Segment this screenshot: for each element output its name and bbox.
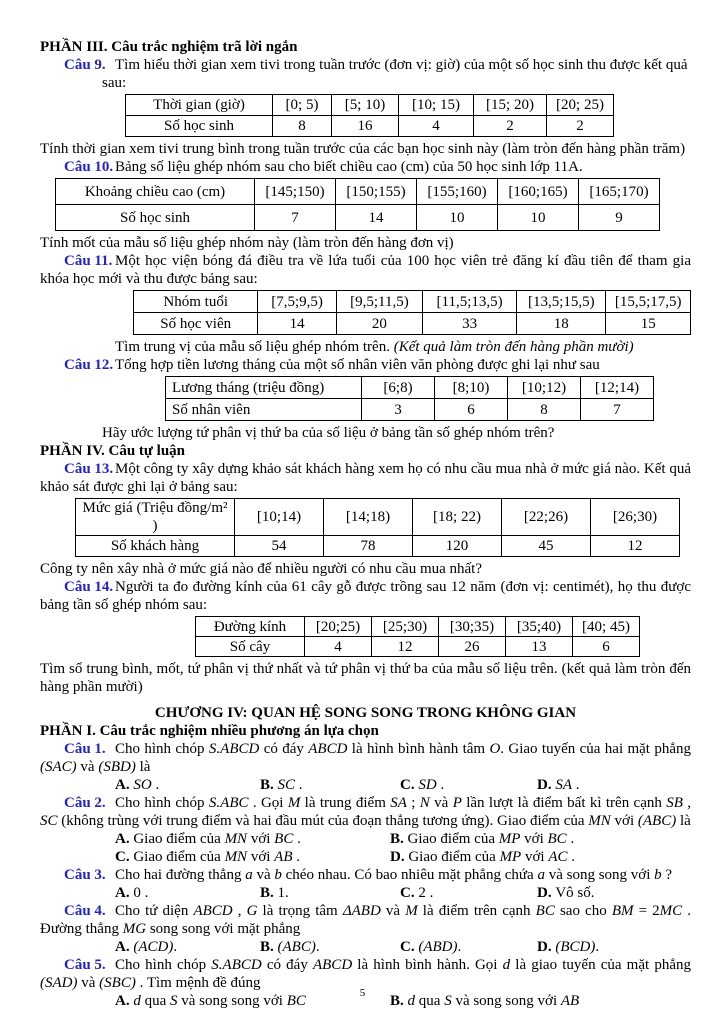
section-heading: PHẦN I. Câu trắc nghiệm nhiều phương án lựa chọn (40, 723, 379, 739)
text-run: Một học viện bóng đá điều tra về lứa tuổi của 100 học viên trẻ đăng kí đầu tiên để tham gia khóa học mới và thu được bảng sau: (40, 253, 691, 287)
text-run: lần lượt là điểm bất kì trên cạnh (461, 795, 667, 811)
table-cell: 16 (332, 116, 399, 137)
section-heading: PHẦN IV. Câu tự luận (40, 443, 186, 459)
table-cell: [26;30) (591, 499, 680, 536)
text-run: Người ta đo đường kính của 61 cây gỗ được trồng sau 12 năm (đơn vị: centimét), họ thu được bảng tần số ghép nhóm sau: (40, 579, 691, 613)
text-run: (SBC) (99, 975, 136, 991)
question-paragraph (40, 56, 691, 74)
text-run: D. (537, 939, 556, 955)
table-cell: Khoảng chiều cao (cm) (56, 179, 255, 205)
question-paragraph (40, 794, 691, 830)
table-cell: [165;170) (579, 179, 660, 205)
table-cell: 14 (336, 205, 417, 231)
text-run: ΔABD (342, 903, 381, 919)
text-run: Cho hai đường thẳng (115, 867, 246, 883)
table-cell: [11,5;13,5) (423, 291, 517, 313)
text-run: D. (390, 849, 409, 865)
question-number: Câu 2. (64, 795, 106, 811)
text-run: D. (537, 777, 556, 793)
table-cell: 2 (547, 116, 614, 137)
answer-option (115, 848, 390, 866)
table-cell: Số khách hàng (76, 536, 235, 557)
text-run: Vô số. (555, 885, 595, 901)
text-run: P (452, 795, 462, 811)
text-run: Cho hình chóp (115, 741, 209, 757)
table-cell: [20;25) (305, 617, 372, 637)
text-run: 2 . (418, 885, 434, 901)
text-run: là trung điểm (300, 795, 391, 811)
text-run: SA (390, 795, 407, 811)
table-cell: [15; 20) (474, 95, 547, 116)
text-run: và (77, 975, 100, 991)
text-run: D. (537, 885, 556, 901)
answer-option (400, 884, 537, 902)
table-cell: [14;18) (324, 499, 413, 536)
text-run: d (407, 993, 416, 1009)
table-row (56, 205, 660, 231)
text-run: AC (548, 849, 568, 865)
text-run: với (610, 813, 638, 829)
table-cell: 6 (435, 399, 508, 421)
text-run: Tìm hiểu thời gian xem tivi trong tuần trước (đơn vị: giờ) của một số học sinh thu được kết quả (115, 57, 688, 73)
table-cell: 45 (502, 536, 591, 557)
text-run: (SAC) (40, 759, 77, 775)
paragraph (40, 660, 691, 696)
text-run: B. (260, 777, 278, 793)
text-run: B. (390, 993, 408, 1009)
text-run: là điểm trên cạnh (417, 903, 536, 919)
text-run: với (520, 831, 548, 847)
answer-option (537, 884, 595, 902)
text-run: . (567, 849, 576, 865)
answer-options (115, 848, 691, 866)
text-run: Giao điểm của (408, 849, 500, 865)
table-cell: [8;10) (435, 377, 508, 399)
table-cell: 13 (506, 637, 573, 657)
table-cell: Nhóm tuổi (134, 291, 258, 313)
text-run: Tính mốt của mẫu số liệu ghép nhóm này (làm tròn đến hàng đơn vị) (40, 235, 454, 251)
text-run: (ABC) (637, 813, 677, 829)
table-cell: [20; 25) (547, 95, 614, 116)
answer-option (400, 776, 537, 794)
text-run: BC (547, 831, 567, 847)
text-run: (BCD) (555, 939, 596, 955)
table-cell: [10; 15) (399, 95, 474, 116)
question-number: Câu 11. (64, 253, 113, 269)
text-run: = 2 (633, 903, 660, 919)
table-row (76, 536, 680, 557)
table-row (196, 637, 640, 657)
text-run: có đáy (261, 957, 313, 973)
text-run: 0 . (133, 885, 149, 901)
table-cell: [150;155) (336, 179, 417, 205)
text-run: ABCD (308, 741, 348, 757)
table-cell: 4 (399, 116, 474, 137)
text-run: Bảng số liệu ghép nhóm sau cho biết chiều cao (cm) của 50 học sinh lớp 11A. (115, 159, 583, 175)
text-run: Giao điểm của (407, 831, 499, 847)
paragraph (115, 338, 691, 356)
text-run: MN (224, 831, 248, 847)
text-run: SC (40, 813, 58, 829)
text-run: S.ABC (208, 795, 249, 811)
text-run: với (247, 831, 275, 847)
text-run: (SAD) (40, 975, 78, 991)
text-run: Cho hình chóp (115, 795, 209, 811)
text-run: MP (499, 849, 522, 865)
text-run: là hình bình hành. Gọi (352, 957, 503, 973)
answer-option (537, 776, 580, 794)
table-cell: 7 (581, 399, 654, 421)
table-cell: 4 (305, 637, 372, 657)
table-cell: [13,5;15,5) (517, 291, 606, 313)
text-run: AB (274, 849, 293, 865)
document-content (40, 38, 691, 1010)
text-run: MN (224, 849, 248, 865)
text-run: A. (115, 777, 134, 793)
text-run: ; (406, 795, 420, 811)
table-cell: [5; 10) (332, 95, 399, 116)
text-run: với (521, 849, 549, 865)
answer-option (390, 830, 574, 848)
text-run: BC (535, 903, 555, 919)
answer-option (260, 884, 400, 902)
text-run: ABCD (312, 957, 353, 973)
text-run: B. (390, 831, 408, 847)
text-run: . (595, 939, 600, 955)
table-cell: 10 (417, 205, 498, 231)
text-run: (không trùng với trung điểm và hai đầu mút của đoạn thẳng tương ứng). Giao điểm của (57, 813, 589, 829)
paragraph (102, 424, 691, 442)
page-number: 5 (359, 987, 366, 999)
text-run: SD (418, 777, 437, 793)
answer-options (115, 830, 691, 848)
table-cell: 54 (235, 536, 324, 557)
table-cell: 12 (591, 536, 680, 557)
question-number: Câu 10. (64, 159, 114, 175)
table-cell: [7,5;9,5) (258, 291, 336, 313)
table-row (56, 179, 660, 205)
table-cell: 14 (258, 313, 336, 335)
text-run: sau: (102, 75, 127, 91)
data-table (195, 616, 640, 657)
text-run: N (419, 795, 430, 811)
text-run: B. (260, 885, 278, 901)
answer-options (115, 884, 691, 902)
text-run: ABCD (193, 903, 233, 919)
text-run: Tìm trung vị của mẫu số liệu ghép nhóm trên. (115, 339, 394, 355)
table-cell: 10 (498, 205, 579, 231)
answer-option (260, 776, 400, 794)
text-run: A. (115, 993, 134, 1009)
table-row (166, 399, 654, 421)
table-row (126, 116, 614, 137)
text-run: sao cho (554, 903, 612, 919)
paragraph (40, 560, 691, 578)
text-run: BM (611, 903, 634, 919)
table-cell: [0; 5) (273, 95, 332, 116)
question-paragraph (40, 866, 691, 884)
text-run: (ACD) (133, 939, 174, 955)
text-run: song song với mặt phẳng (146, 921, 301, 937)
text-run: MC (659, 903, 683, 919)
table-cell: Lương tháng (triệu đồng) (166, 377, 362, 399)
text-run: và (76, 759, 99, 775)
text-run: . Tìm mệnh đề đúng (135, 975, 261, 991)
text-run: O (489, 741, 501, 757)
text-run: A. (115, 831, 134, 847)
table-cell: Số học viên (134, 313, 258, 335)
table-cell: 20 (336, 313, 422, 335)
text-run: C. (400, 777, 419, 793)
answer-option (260, 938, 400, 956)
table-row (134, 313, 691, 335)
text-run: , (232, 903, 247, 919)
table-cell: Số cây (196, 637, 305, 657)
text-run: qua (140, 993, 171, 1009)
table-cell: 33 (423, 313, 517, 335)
text-run: a (245, 867, 253, 883)
text-run: là (676, 813, 691, 829)
table-cell: 8 (273, 116, 332, 137)
table-row (76, 499, 680, 536)
question-paragraph (40, 460, 691, 496)
question-number: Câu 13. (64, 461, 114, 477)
text-run: và (429, 795, 453, 811)
text-run: là hình bình hành tâm (347, 741, 490, 757)
data-table (133, 290, 691, 335)
text-run: . (292, 849, 300, 865)
paragraph (40, 234, 691, 252)
paragraph (102, 74, 691, 92)
answer-option (400, 938, 537, 956)
text-run: SO (133, 777, 152, 793)
text-run: và (252, 867, 275, 883)
table-row (166, 377, 654, 399)
text-run: với (247, 849, 275, 865)
text-run: . Giao tuyến của hai mặt phẳng (500, 741, 691, 757)
section-heading: PHẦN III. Câu trắc nghiệm trã lời ngắn (40, 39, 298, 55)
text-run: d (502, 957, 511, 973)
text-run: C. (115, 849, 134, 865)
text-run: b (274, 867, 282, 883)
table-cell: 8 (508, 399, 581, 421)
text-run: là giao tuyến của mặt phẳng (510, 957, 691, 973)
text-run: ? (661, 867, 673, 883)
text-run: Một công ty xây dựng khảo sát khách hàng xem họ có nhu cầu mua nhà ở mức giá nào. Kết quả khảo sát được ghi lại ở bảng sau: (40, 461, 691, 495)
text-run: Cho tứ diện (115, 903, 194, 919)
text-run: AB (560, 993, 580, 1009)
answer-option (537, 938, 599, 956)
question-paragraph (40, 252, 691, 288)
text-run: Tìm số trung bình, mốt, tứ phân vị thứ nhất và tứ phân vị thứ ba của mẫu số liệu trên. (kết quả làm tròn đến hàng phần mười) (40, 661, 691, 695)
question-paragraph (40, 740, 691, 776)
table-cell: [145;150) (255, 179, 336, 205)
question-paragraph (40, 902, 691, 938)
text-run: b (654, 867, 662, 883)
question-paragraph (40, 578, 691, 614)
table-cell: [15,5;17,5) (606, 291, 691, 313)
text-run: . (293, 831, 301, 847)
table-cell: 6 (573, 637, 640, 657)
data-table (165, 376, 654, 421)
table-cell: 15 (606, 313, 691, 335)
table-cell: 18 (517, 313, 606, 335)
text-run: BC (286, 993, 306, 1009)
text-run: Cho hình chóp (115, 957, 212, 973)
answer-option (115, 776, 260, 794)
table-cell: 7 (255, 205, 336, 231)
text-run: S (444, 993, 452, 1009)
answer-options (115, 938, 691, 956)
text-run: SB (666, 795, 683, 811)
text-run: . (436, 777, 445, 793)
table-cell: [30;35) (439, 617, 506, 637)
table-cell: [10;12) (508, 377, 581, 399)
text-run: G (246, 903, 258, 919)
text-run: . (295, 777, 303, 793)
text-run: . (315, 939, 320, 955)
table-cell: 9 (579, 205, 660, 231)
text-run: (SBD) (98, 759, 136, 775)
answer-options (115, 776, 691, 794)
table-cell: [40; 45) (573, 617, 640, 637)
text-run: . (457, 939, 462, 955)
data-table (55, 178, 660, 231)
text-run: là trọng tâm (257, 903, 343, 919)
text-run: Tổng hợp tiền lương tháng của một số nhân viên văn phòng được ghi lại như sau (115, 357, 600, 373)
table-cell: [18; 22) (413, 499, 502, 536)
text-run: . Đường thẳng (40, 903, 692, 937)
text-run: BC (274, 831, 294, 847)
text-run: A. (115, 885, 134, 901)
text-run: SA (555, 777, 573, 793)
text-run: S.ABCD (211, 957, 262, 973)
text-run: Tính thời gian xem tivi trung bình trong tuần trước của các bạn học sinh này (làm tròn đến hàng phần trăm) (40, 141, 686, 157)
table-cell: [35;40) (506, 617, 573, 637)
text-run: MG (122, 921, 147, 937)
text-run: . (572, 777, 580, 793)
text-run: (ABD) (418, 939, 458, 955)
text-run: Giao điểm của (133, 831, 225, 847)
text-run: a (537, 867, 545, 883)
question-paragraph (40, 356, 691, 374)
answer-option (115, 884, 260, 902)
text-run: có đáy (259, 741, 309, 757)
table-cell: 3 (362, 399, 435, 421)
table-row (134, 291, 691, 313)
text-run: (Kết quả làm tròn đến hàng phần mười) (393, 339, 634, 355)
text-run: (ABC) (277, 939, 316, 955)
text-run: . (173, 939, 178, 955)
text-run: d (133, 993, 141, 1009)
text-run: C. (400, 885, 419, 901)
table-cell: [160;165) (498, 179, 579, 205)
text-run: và song song với (544, 867, 655, 883)
text-run: A. (115, 939, 134, 955)
table-cell: Đường kính (196, 617, 305, 637)
text-run: M (405, 903, 418, 919)
question-number: Câu 4. (64, 903, 106, 919)
text-run: qua (415, 993, 445, 1009)
table-cell: [12;14) (581, 377, 654, 399)
text-run: . (566, 831, 575, 847)
table-cell: 78 (324, 536, 413, 557)
question-number: Câu 1. (64, 741, 106, 757)
text-run: và (380, 903, 406, 919)
text-run: là (135, 759, 151, 775)
table-cell: [25;30) (372, 617, 439, 637)
table-cell: 26 (439, 637, 506, 657)
text-run: 1. (277, 885, 289, 901)
table-cell: [22;26) (502, 499, 591, 536)
table-cell: Số học sinh (56, 205, 255, 231)
table-cell: 12 (372, 637, 439, 657)
text-run: . Gọi (248, 795, 288, 811)
table-row (126, 95, 614, 116)
question-number: Câu 9. (64, 57, 106, 73)
question-number: Câu 12. (64, 357, 114, 373)
text-run: MN (588, 813, 611, 829)
table-cell: Số nhân viên (166, 399, 362, 421)
paragraph (40, 140, 691, 158)
text-run: Giao điểm của (133, 849, 225, 865)
question-number: Câu 3. (64, 867, 106, 883)
answer-option (115, 830, 390, 848)
table-cell: 2 (474, 116, 547, 137)
question-number: Câu 5. (64, 957, 106, 973)
table-row (196, 617, 640, 637)
text-run: , (682, 795, 692, 811)
text-run: S (170, 993, 178, 1009)
data-table (125, 94, 614, 137)
table-cell: 120 (413, 536, 502, 557)
text-run: M (287, 795, 301, 811)
table-cell: [6;8) (362, 377, 435, 399)
question-paragraph (40, 158, 691, 176)
text-run: . (151, 777, 160, 793)
text-run: SC (277, 777, 296, 793)
table-cell: Mức giá (Triệu đồng/m² ) (76, 499, 235, 536)
text-run: B. (260, 939, 278, 955)
question-number: Câu 14. (64, 579, 114, 595)
text-run: S.ABCD (208, 741, 260, 757)
text-run: MP (498, 831, 521, 847)
data-table (75, 498, 680, 557)
answer-option (115, 938, 260, 956)
table-cell: [9,5;11,5) (336, 291, 422, 313)
text-run: C. (400, 939, 419, 955)
table-cell: Thời gian (giờ) (126, 95, 273, 116)
answer-option (390, 848, 575, 866)
text-run: và song song với (451, 993, 561, 1009)
text-run: và song song với (177, 993, 287, 1009)
text-run: chéo nhau. Có bao nhiêu mặt phẳng chứa (281, 867, 538, 883)
table-cell: Số học sinh (126, 116, 273, 137)
text-run: Hãy ước lượng tứ phân vị thứ ba của số liệu ở bảng tần số ghép nhóm trên? (102, 425, 555, 441)
table-cell: [155;160) (417, 179, 498, 205)
table-cell: [10;14) (235, 499, 324, 536)
section-heading: CHƯƠNG IV: QUAN HỆ SONG SONG TRONG KHÔNG GIAN (154, 705, 577, 721)
text-run: Công ty nên xây nhà ở mức giá nào để nhiều người có nhu cầu mua nhất? (40, 561, 483, 577)
